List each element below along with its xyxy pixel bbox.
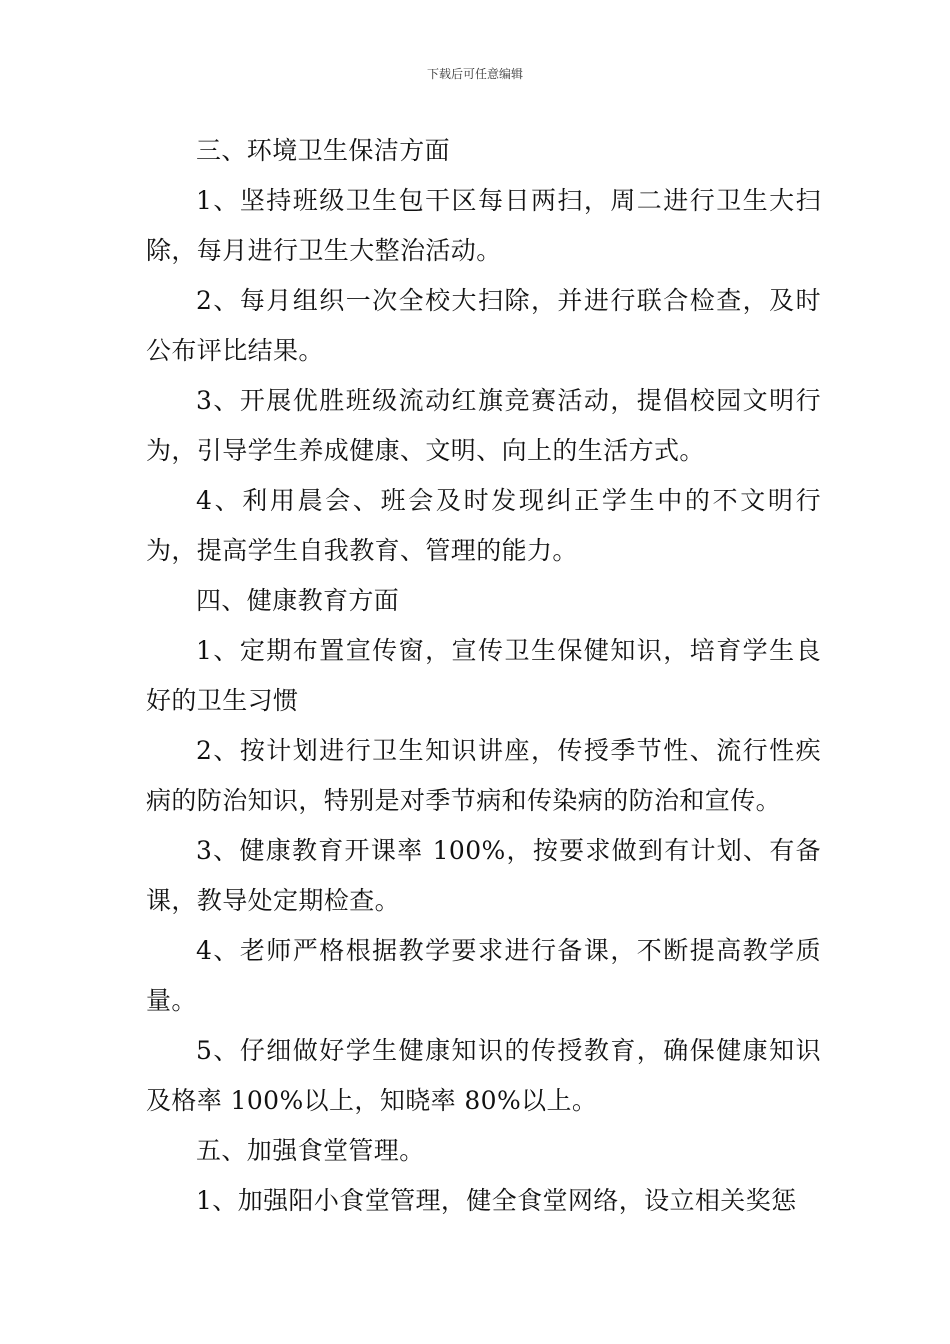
paragraph: 2、按计划进行卫生知识讲座，传授季节性、流行性疾病的防治知识，特别是对季节病和传染病的防治和宣传。 bbox=[146, 736, 821, 815]
paragraph: 1、加强阳小食堂管理，健全食堂网络，设立相关奖惩 bbox=[196, 1186, 797, 1215]
paragraph: 2、每月组织一次全校大扫除，并进行联合检查，及时公布评比结果。 bbox=[146, 286, 821, 365]
paragraph: 3、开展优胜班级流动红旗竞赛活动，提倡校园文明行为，引导学生养成健康、文明、向上的生活方式。 bbox=[146, 386, 821, 465]
paragraph: 4、老师严格根据教学要求进行备课，不断提高教学质量。 bbox=[146, 936, 821, 1015]
page-header: 下载后可任意编辑 bbox=[426, 67, 523, 81]
paragraph: 3、健康教育开课率 100%，按要求做到有计划、有备课，教导处定期检查。 bbox=[146, 836, 821, 915]
document-body bbox=[146, 126, 821, 1226]
section-heading-environment: 三、环境卫生保洁方面 bbox=[196, 136, 451, 165]
paragraph: 5、仔细做好学生健康知识的传授教育，确保健康知识及格率 100%以上，知晓率 80%以上。 bbox=[146, 1036, 821, 1115]
section-heading-health-education: 四、健康教育方面 bbox=[196, 586, 400, 615]
paragraph: 1、定期布置宣传窗，宣传卫生保健知识，培育学生良好的卫生习惯 bbox=[146, 636, 821, 715]
section-heading-canteen: 五、加强食堂管理。 bbox=[196, 1136, 425, 1165]
paragraph: 4、利用晨会、班会及时发现纠正学生中的不文明行为，提高学生自我教育、管理的能力。 bbox=[146, 486, 821, 565]
paragraph: 1、坚持班级卫生包干区每日两扫，周二进行卫生大扫除，每月进行卫生大整治活动。 bbox=[146, 186, 821, 265]
